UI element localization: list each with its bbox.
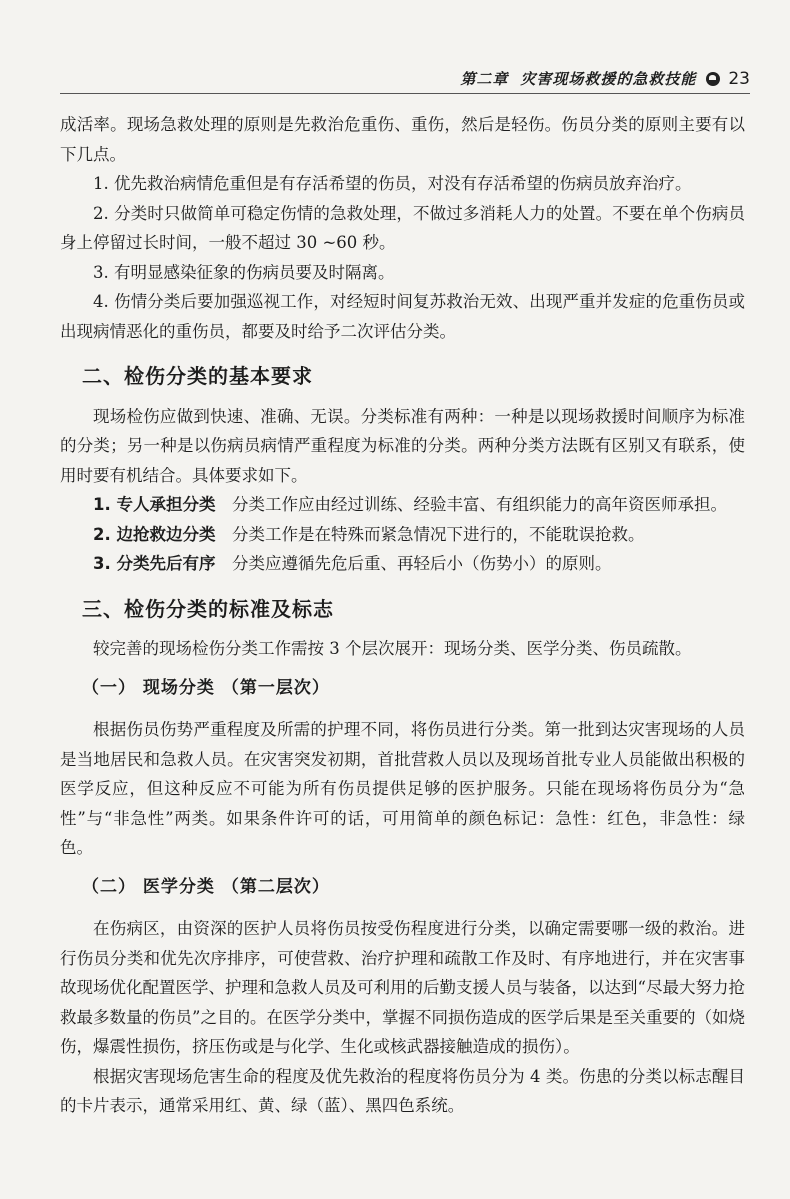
section-heading-2: 二、检伤分类的基本要求 bbox=[82, 364, 313, 388]
requirement-lead: 3. 分类先后有序 bbox=[93, 554, 216, 573]
chapter-title: 灾害现场救援的急救技能 bbox=[520, 70, 697, 88]
requirement-item-1 bbox=[60, 490, 745, 520]
chapter-label: 第二章 bbox=[460, 70, 509, 88]
intro-paragraph: 成活率。现场急救处理的原则是先救治危重伤、重伤，然后是轻伤。伤员分类的原则主要有以下几点。 bbox=[60, 115, 745, 164]
requirement-lead: 2. 边抢救边分类 bbox=[93, 524, 216, 544]
subsection-2-paragraph-1: 在伤病区，由资深的医护人员将伤员按受伤程度进行分类，以确定需要哪一级的救治。进行伤员分类和优先次序排序，可使营救、治疗护理和疏散工作及时、有序地进行，并在灾害事故现场优化配置医学、护理和急救人员及可利用的后勤支援人员与装备，以达到“尽最大努力抢救最多数量的伤员”之目的。在医学分类中，掌握不同损伤造成的医学后果是至关重要的（如烧伤，爆震性损伤，挤压伤或是与化学、生化或核武器接触造成的损伤）。 bbox=[60, 919, 745, 1056]
requirement-item-3 bbox=[60, 549, 745, 579]
subsection-2-paragraph-2: 根据灾害现场危害生命的程度及优先救治的程度将伤员分为 4 类。伤患的分类以标志醒目的卡片表示，通常采用红、黄、绿（蓝）、黑四色系统。 bbox=[60, 1066, 745, 1115]
page-number: 23 bbox=[728, 68, 750, 89]
requirement-text: 分类应遵循先危后重、再轻后小（伤势小）的原则。 bbox=[232, 554, 612, 573]
principle-item-4: 4. 伤情分类后要加强巡视工作，对经短时间复苏救治无效、出现严重并发症的危重伤员或出现病情恶化的重伤员，都要及时给予二次评估分类。 bbox=[60, 292, 745, 341]
section-3-paragraph: 较完善的现场检伤分类工作需按 3 个层次展开：现场分类、医学分类、伤员疏散。 bbox=[93, 639, 692, 658]
requirement-lead: 1. 专人承担分类 bbox=[93, 495, 216, 514]
principle-item-2: 2. 分类时只做简单可稳定伤情的急救处理，不做过多消耗人力的处置。不要在单个伤病员身上停留过长时间，一般不超过 30 ~60 秒。 bbox=[60, 203, 745, 252]
subsection-heading-1: （一） 现场分类 （第一层次） bbox=[82, 677, 330, 698]
section-2-paragraph: 现场检伤应做到快速、准确、无误。分类标准有两种：一种是以现场救援时间顺序为标准的分类；另一种是以伤病员病情严重程度为标准的分类。两种分类方法既有区别又有联系，使用时要有机结合。具体要求如下。 bbox=[60, 406, 745, 485]
principle-item-3: 3. 有明显感染征象的伤病员要及时隔离。 bbox=[93, 262, 395, 282]
principle-item-1: 1. 优先救治病情危重但是有存活希望的伤员，对没有存活希望的伤病员放弃治疗。 bbox=[93, 174, 692, 193]
chapter-emblem-icon bbox=[706, 72, 720, 86]
requirement-item-2 bbox=[60, 520, 745, 550]
subsection-1-paragraph: 根据伤员伤势严重程度及所需的护理不同，将伤员进行分类。第一批到达灾害现场的人员是当地居民和急救人员。在灾害突发初期，首批营救人员以及现场首批专业人员能做出积极的医学反应，但这种反应不可能为所有伤员提供足够的医护服务。只能在现场将伤员分为“急性”与“非急性”两类。如果条件许可的话，可用简单的颜色标记：急性：红色，非急性：绿色。 bbox=[60, 720, 745, 857]
section-heading-3: 三、检伤分类的标准及标志 bbox=[82, 596, 334, 621]
running-header bbox=[60, 68, 750, 94]
subsection-heading-2: （二） 医学分类 （第二层次） bbox=[82, 876, 330, 897]
page-content bbox=[60, 110, 745, 1121]
requirement-text: 分类工作应由经过训练、经验丰富、有组织能力的高年资医师承担。 bbox=[232, 495, 727, 514]
requirement-text: 分类工作是在特殊而紧急情况下进行的，不能耽误抢救。 bbox=[232, 524, 645, 544]
